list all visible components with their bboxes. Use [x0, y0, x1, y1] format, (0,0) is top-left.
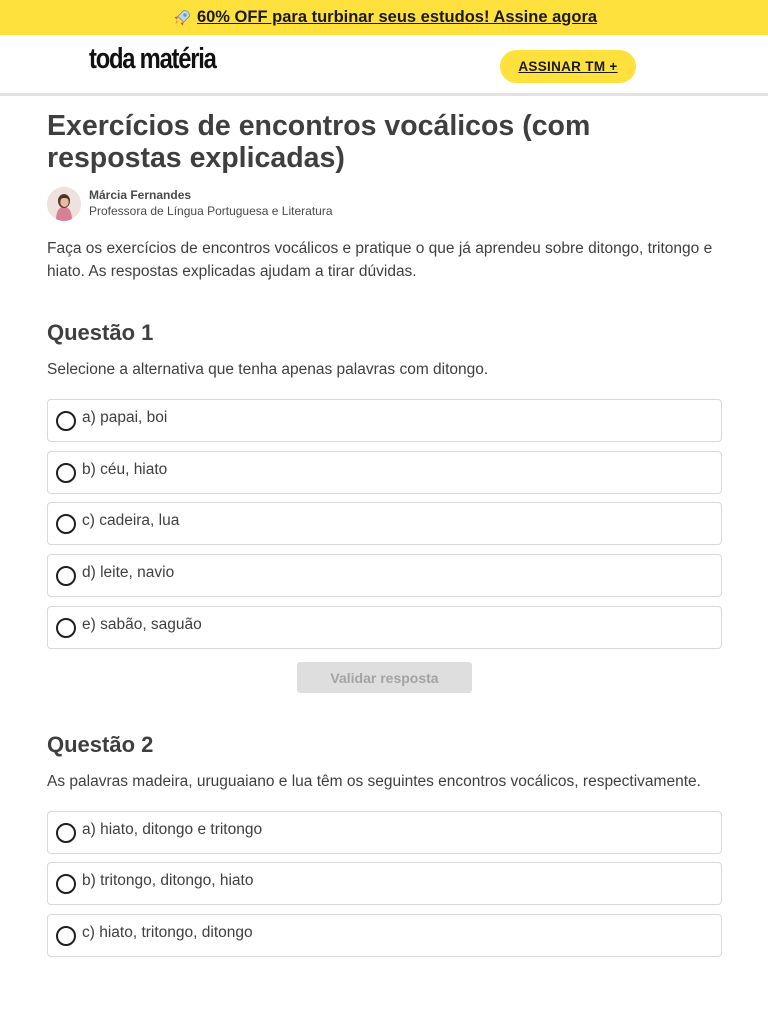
radio-button[interactable]	[56, 566, 76, 586]
radio-button[interactable]	[56, 411, 76, 431]
question-2-prompt: As palavras madeira, uruguaiano e lua têm os seguintes encontros vocálicos, respectivamente.	[47, 773, 701, 790]
question-2-title: Questão 2	[47, 732, 154, 757]
option-label: d) leite, navio	[82, 564, 175, 581]
site-header	[0, 35, 768, 96]
promo-link[interactable]	[171, 8, 597, 28]
option-label: a) papai, boi	[82, 409, 168, 426]
option-label: a) hiato, ditongo e tritongo	[82, 821, 263, 838]
radio-button[interactable]	[56, 823, 76, 843]
promo-bar	[0, 0, 768, 35]
author-name[interactable]: Márcia Fernandes	[89, 188, 192, 202]
radio-button[interactable]	[56, 463, 76, 483]
question-1-option-b[interactable]	[47, 451, 722, 494]
question-1-option-a[interactable]	[47, 399, 722, 442]
option-label: b) tritongo, ditongo, hiato	[82, 872, 254, 889]
author-role: Professora de Língua Portuguesa e Literatura	[89, 204, 333, 218]
article-intro: Faça os exercícios de encontros vocálicos e pratique o que já aprendeu sobre ditongo, tritongo e hiato. As respostas explicadas ajudam a tirar dúvidas.	[47, 240, 713, 280]
validate-answer-button[interactable]: Validar resposta	[297, 662, 472, 693]
question-1-option-c[interactable]	[47, 502, 722, 545]
rocket-icon	[171, 8, 193, 28]
site-logo[interactable]: toda matéria	[89, 43, 216, 75]
question-1-option-e[interactable]	[47, 606, 722, 649]
question-1-option-d[interactable]	[47, 554, 722, 597]
question-1-prompt: Selecione a alternativa que tenha apenas palavras com ditongo.	[47, 361, 489, 378]
author-photo	[47, 187, 81, 221]
subscribe-button[interactable]: ASSINAR TM +	[500, 50, 636, 83]
option-label: c) cadeira, lua	[82, 512, 180, 529]
author-avatar[interactable]	[47, 187, 81, 221]
article-title: Exercícios de encontros vocálicos (com respostas explicadas)	[47, 110, 591, 174]
question-1-title: Questão 1	[47, 320, 154, 345]
question-2-option-b[interactable]	[47, 862, 722, 905]
radio-button[interactable]	[56, 926, 76, 946]
promo-text: 60% OFF para turbinar seus estudos! Assine agora	[196, 8, 598, 26]
option-label: b) céu, hiato	[82, 461, 168, 478]
option-label: e) sabão, saguão	[82, 616, 202, 633]
radio-button[interactable]	[56, 514, 76, 534]
radio-button[interactable]	[56, 618, 76, 638]
question-2-option-a[interactable]	[47, 811, 722, 854]
radio-button[interactable]	[56, 874, 76, 894]
option-label: c) hiato, tritongo, ditongo	[82, 924, 253, 941]
question-2-option-c[interactable]	[47, 914, 722, 957]
